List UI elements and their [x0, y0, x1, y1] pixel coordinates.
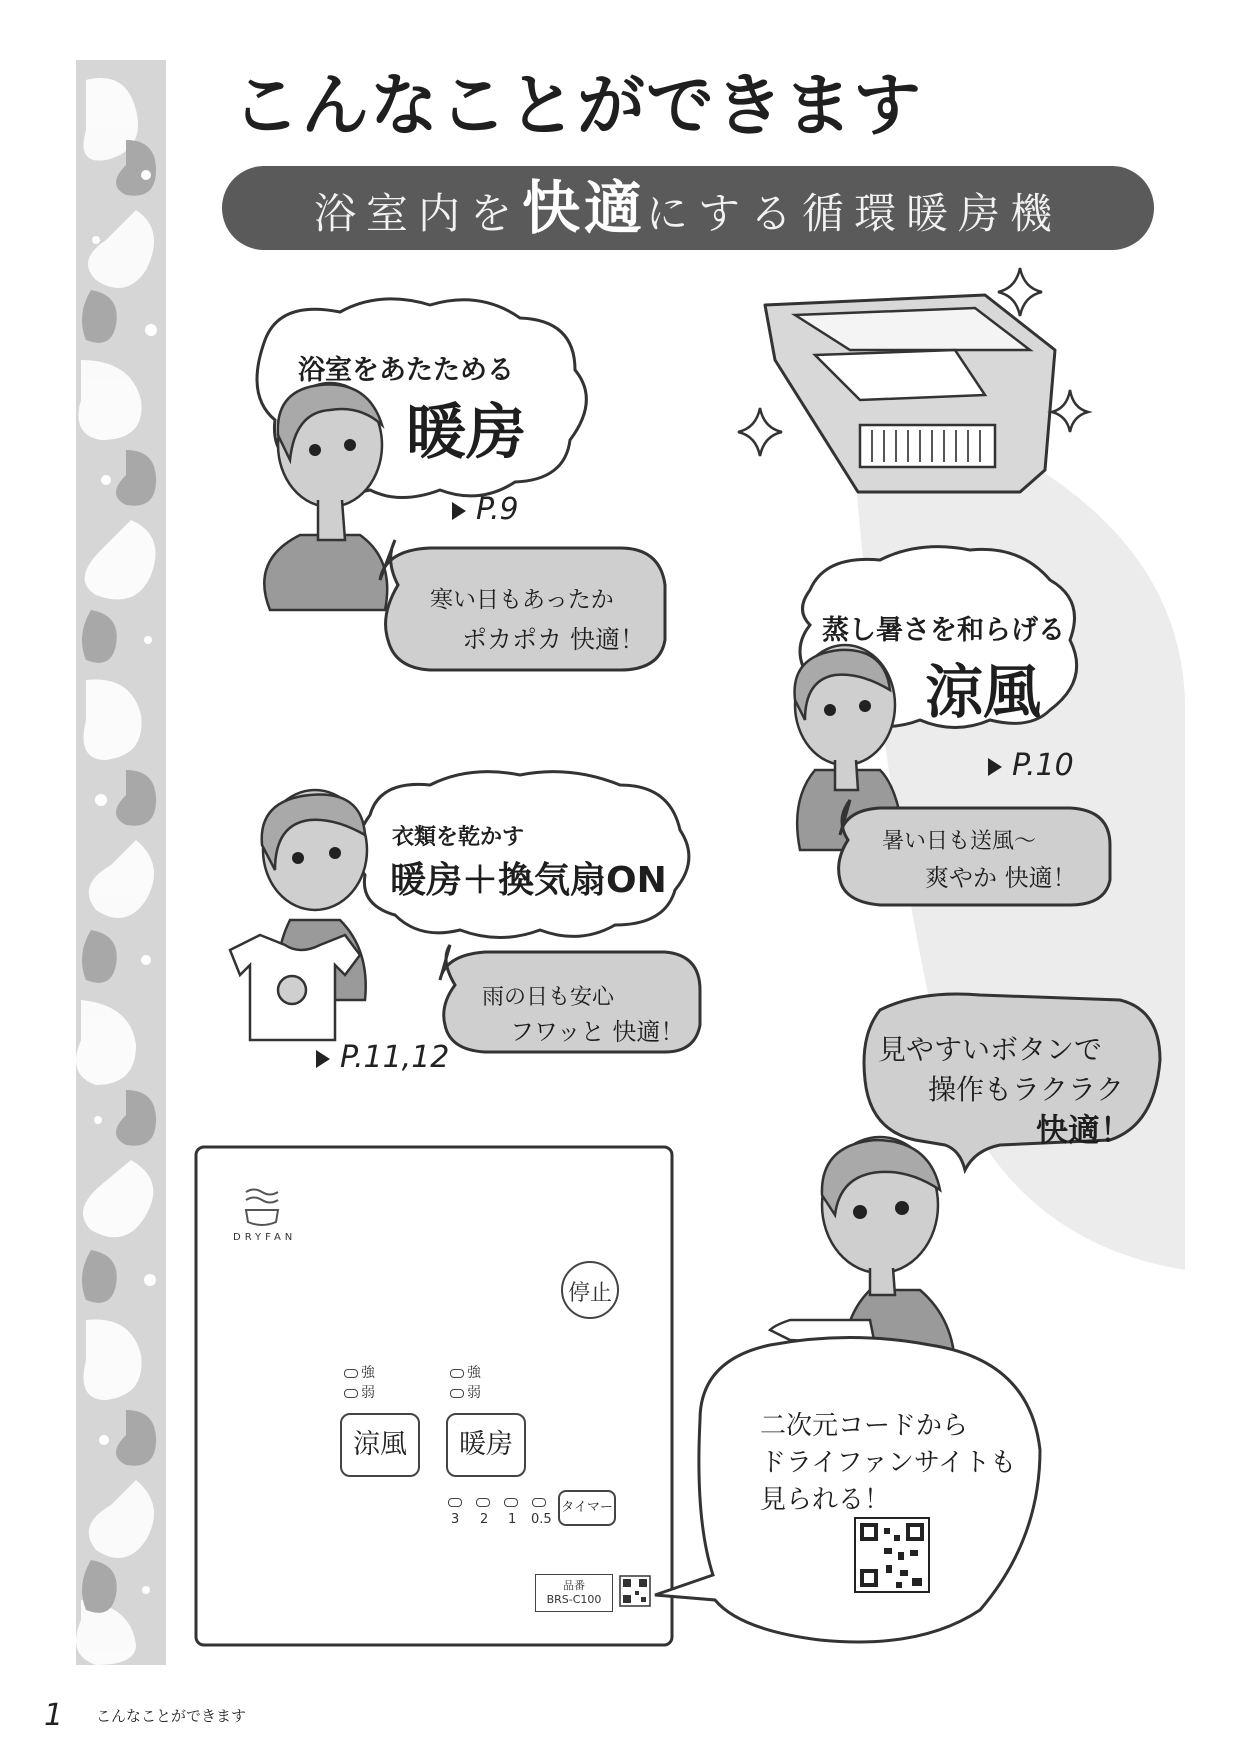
timer-3-indicator: [448, 1498, 462, 1507]
small-qr-code-icon: [620, 1576, 650, 1606]
qr-speech-line1: 二次元コードから: [760, 1411, 969, 1441]
drying-speech-line1: 雨の日も安心: [482, 985, 615, 1010]
cool-strong-indicator: [344, 1369, 358, 1378]
cool-weak-indicator: [344, 1389, 358, 1398]
heat-button[interactable]: 暖房: [446, 1413, 526, 1477]
heating-speech-line1: 寒い日もあったか: [430, 587, 614, 613]
drying-page-ref-text: P.11,12: [340, 1040, 450, 1075]
brand-label: DRYFAN: [233, 1232, 297, 1243]
woman-illustration-heating: [264, 383, 387, 610]
triangle-right-icon: [316, 1050, 330, 1068]
drying-speech-line2: フワッと 快適！: [510, 1018, 685, 1046]
timer-value-2: 2: [480, 1512, 489, 1527]
page-number: 1: [44, 1698, 64, 1733]
cooling-speech-line2: 爽やか 快適！: [925, 864, 1077, 892]
heat-weak-label: 弱: [467, 1385, 481, 1401]
heat-weak-indicator: [450, 1389, 464, 1398]
page-title: こんなことができます: [232, 67, 923, 146]
woman-illustration-drying: [230, 790, 367, 1040]
cool-weak-label: 弱: [361, 1385, 375, 1401]
qr-speech-line3: 見られる！: [760, 1485, 891, 1515]
footer-section-title: こんなことができます: [96, 1707, 247, 1725]
heating-page-ref-text: P.9: [476, 492, 519, 527]
banner-post: にする循環暖房機: [646, 189, 1063, 238]
drying-page-ref[interactable]: [316, 1040, 449, 1075]
heating-title: 暖房: [406, 398, 526, 468]
cooling-page-ref[interactable]: [988, 748, 1074, 783]
cooling-page-ref-text: P.10: [1012, 748, 1074, 783]
triangle-right-icon: [452, 502, 466, 520]
timer-value-3: 3: [451, 1512, 460, 1527]
model-label: 品番: [563, 1579, 585, 1592]
cooling-speech-line1: 暑い日も送風～: [882, 829, 1037, 854]
heat-strong-label: 強: [467, 1365, 481, 1381]
cooling-title: 涼風: [925, 658, 1042, 726]
drying-caption: 衣類を乾かす: [392, 825, 525, 850]
ceiling-heater-illustration: [765, 295, 1055, 492]
timer-1-indicator: [504, 1498, 518, 1507]
drying-title: 暖房＋換気扇ON: [390, 860, 667, 901]
banner-pre: 浴室内を: [313, 189, 522, 238]
large-qr-code-icon: [855, 1518, 929, 1592]
triangle-right-icon: [988, 758, 1002, 776]
stop-button[interactable]: 停止: [567, 1281, 612, 1306]
qr-speech-line2: ドライファンサイトも: [760, 1448, 1017, 1478]
timer-button[interactable]: タイマー: [558, 1490, 616, 1526]
timer-0-5-indicator: [532, 1498, 546, 1507]
timer-value-0-5: 0.5: [531, 1512, 552, 1527]
controls-speech-line2: 操作もラクラク: [928, 1073, 1125, 1106]
heating-page-ref[interactable]: [452, 492, 519, 527]
banner-emphasis: 快適: [521, 174, 646, 242]
cool-button[interactable]: 涼風: [340, 1413, 420, 1477]
cooling-caption: 蒸し暑さを和らげる: [822, 615, 1065, 646]
model-number: BRS-C100: [546, 1593, 602, 1606]
heating-speech-line2: ポカポカ 快適！: [462, 625, 645, 654]
controls-speech-line1: 見やすいボタンで: [878, 1033, 1103, 1066]
timer-value-1: 1: [508, 1512, 517, 1527]
timer-2-indicator: [476, 1498, 490, 1507]
cool-strong-label: 強: [361, 1365, 375, 1381]
woman-illustration-controls: [770, 1137, 955, 1370]
heat-strong-indicator: [450, 1369, 464, 1378]
heating-caption: 浴室をあたためる: [298, 355, 514, 386]
model-plate: [535, 1574, 613, 1612]
controls-speech-line3: 快適！: [1036, 1111, 1133, 1149]
